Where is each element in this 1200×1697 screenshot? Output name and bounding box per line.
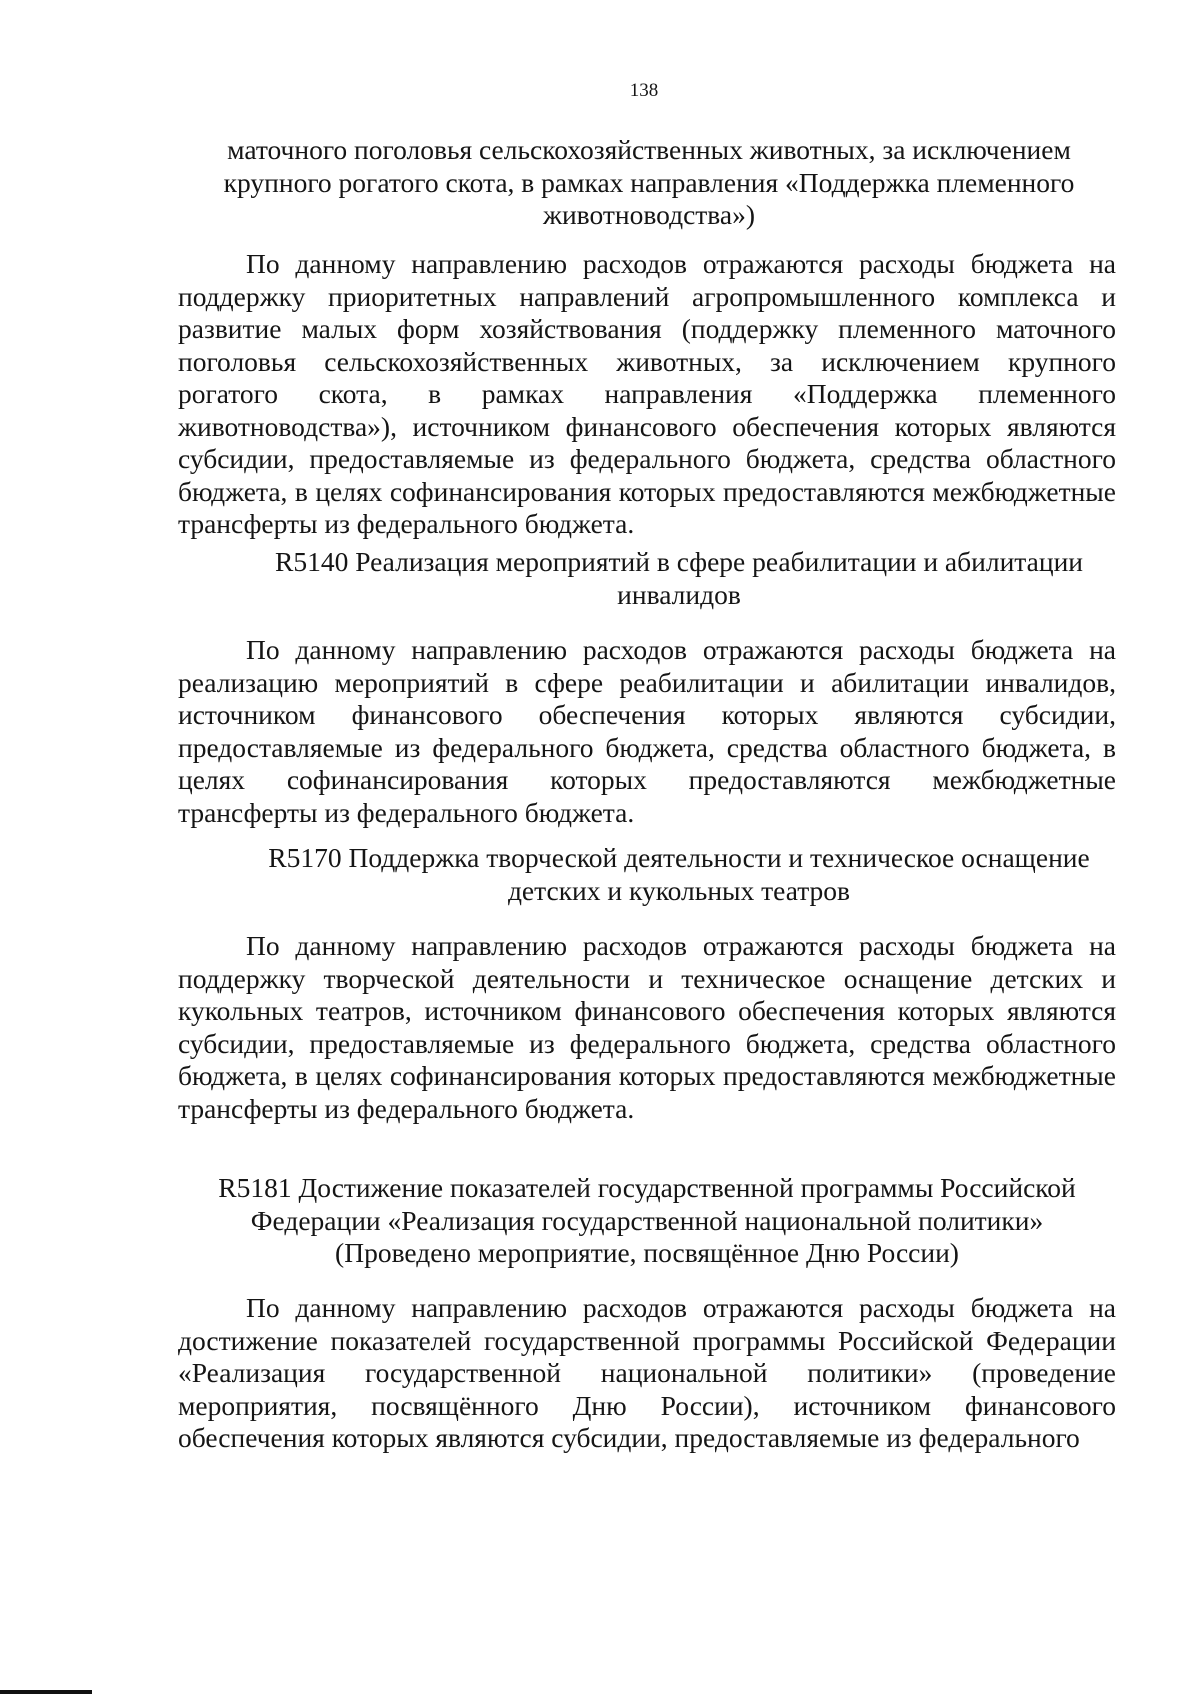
section-heading: R5140 Реализация мероприятий в сфере реабилитации и абилитации инвалидов bbox=[274, 546, 1083, 610]
section-paragraph: По данному направлению расходов отражаются расходы бюджета на поддержку приоритетных направлений агропромышленного комплекса и развитие малых форм хозяйствования (поддержку племенного маточного поголовья сельскохозяйственных животных, за исключением крупного рогатого скота, в рамках направления «Поддержка племенного животноводства»), источником финансового обеспечения которых являются субсидии, предоставляемые из федерального бюджета, средства областного бюджета, в целях софинансирования которых предоставляются межбюджетные трансферты из федерального бюджета. bbox=[178, 248, 1116, 539]
section-4-body bbox=[178, 1292, 1116, 1455]
section-4 bbox=[218, 1172, 1076, 1270]
section-1 bbox=[200, 134, 1098, 232]
section-2 bbox=[250, 546, 1108, 611]
page-number: 138 bbox=[629, 80, 659, 101]
section-2-body bbox=[178, 634, 1116, 829]
section-3 bbox=[240, 842, 1118, 907]
section-1-body bbox=[178, 248, 1116, 541]
section-heading: R5181 Достижение показателей государственной программы Российской Федерации «Реализация государственной национальной политики» (Проведено мероприятие, посвящённое Дню России) bbox=[218, 1172, 1076, 1268]
section-heading: маточного поголовья сельскохозяйственных животных, за исключением крупного рогатого скота, в рамках направления «Поддержка племенного животноводства») bbox=[223, 134, 1075, 230]
section-paragraph: По данному направлению расходов отражаются расходы бюджета на достижение показателей государственной программы Российской Федерации «Реализация государственной национальной политики» (проведение мероприятия, посвящённого Дню России), источником финансового обеспечения которых являются субсидии, предоставляемые из федерального bbox=[178, 1292, 1116, 1453]
scan-edge-mark bbox=[0, 1690, 92, 1694]
section-paragraph: По данному направлению расходов отражаются расходы бюджета на реализацию мероприятий в сфере реабилитации и абилитации инвалидов, источником финансового обеспечения которых являются субсидии, предоставляемые из федерального бюджета, средства областного бюджета, в целях софинансирования которых предоставляются межбюджетные трансферты из федерального бюджета. bbox=[178, 634, 1116, 828]
section-3-body bbox=[178, 930, 1116, 1125]
section-paragraph: По данному направлению расходов отражаются расходы бюджета на поддержку творческой деятельности и техническое оснащение детских и кукольных театров, источником финансового обеспечения которых являются субсидии, предоставляемые из федерального бюджета, средства областного бюджета, в целях софинансирования которых предоставляются межбюджетные трансферты из федерального бюджета. bbox=[178, 930, 1116, 1124]
section-heading: R5170 Поддержка творческой деятельности и техническое оснащение детских и кукольных театров bbox=[268, 842, 1090, 906]
